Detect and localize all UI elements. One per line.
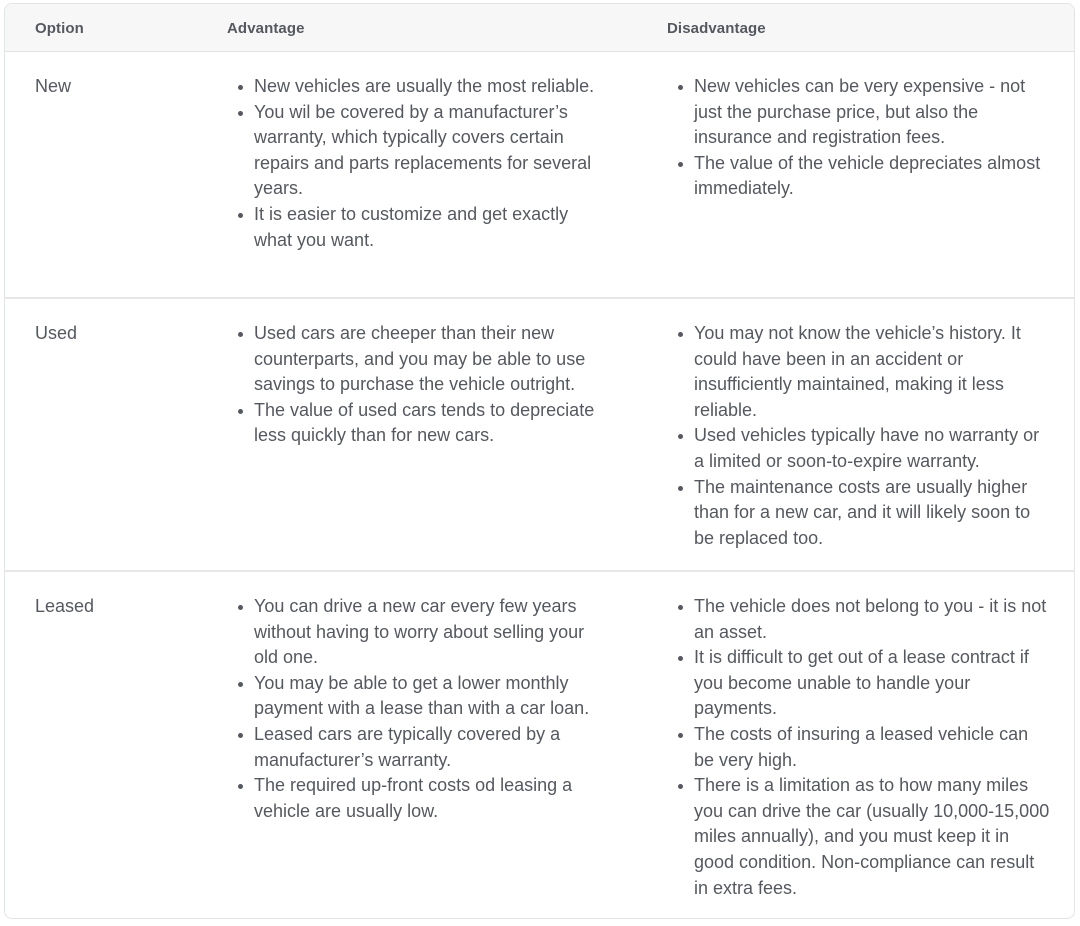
table-header-row bbox=[5, 4, 1074, 52]
table-row-used bbox=[5, 299, 1074, 572]
list-item: It is difficult to get out of a lease contract if you become unable to handle your payments. bbox=[694, 645, 1050, 722]
list-item: Used vehicles typically have no warranty or a limited or soon-to-expire warranty. bbox=[694, 423, 1050, 474]
option-label: New bbox=[35, 76, 72, 96]
advantage-list bbox=[228, 594, 610, 824]
header-advantage: Advantage bbox=[227, 20, 305, 37]
disadvantage-list bbox=[668, 321, 1050, 551]
list-item: The costs of insuring a leased vehicle can be very high. bbox=[694, 722, 1050, 773]
list-item: It is easier to customize and get exactly what you want. bbox=[254, 202, 610, 253]
table-row-leased bbox=[5, 572, 1074, 918]
list-item: New vehicles are usually the most reliable. bbox=[254, 74, 610, 100]
advantage-list bbox=[228, 321, 610, 449]
list-item: You can drive a new car every few years without having to worry about selling your old one. bbox=[254, 594, 610, 671]
option-label: Used bbox=[35, 323, 78, 343]
table-row-new bbox=[5, 52, 1074, 299]
list-item: New vehicles can be very expensive - not just the purchase price, but also the insurance and registration fees. bbox=[694, 74, 1050, 151]
header-disadvantage: Disadvantage bbox=[667, 20, 766, 37]
list-item: There is a limitation as to how many miles you can drive the car (usually 10,000-15,000 miles annually), and you must keep it in good condition. Non-compliance can result in extra fees. bbox=[694, 773, 1050, 901]
list-item: The value of the vehicle depreciates almost immediately. bbox=[694, 151, 1050, 202]
disadvantage-list bbox=[668, 74, 1050, 202]
comparison-table bbox=[4, 3, 1075, 919]
advantage-list bbox=[228, 74, 610, 253]
list-item: You wil be covered by a manufacturer’s warranty, which typically covers certain repairs and parts replacements for several years. bbox=[254, 100, 610, 202]
option-label: Leased bbox=[35, 596, 95, 616]
list-item: Used cars are cheeper than their new counterparts, and you may be able to use savings to purchase the vehicle outright. bbox=[254, 321, 610, 398]
list-item: The maintenance costs are usually higher than for a new car, and it will likely soon to be replaced too. bbox=[694, 475, 1050, 552]
list-item: The value of used cars tends to depreciate less quickly than for new cars. bbox=[254, 398, 610, 449]
list-item: You may be able to get a lower monthly payment with a lease than with a car loan. bbox=[254, 671, 610, 722]
list-item: The required up-front costs od leasing a vehicle are usually low. bbox=[254, 773, 610, 824]
list-item: Leased cars are typically covered by a manufacturer’s warranty. bbox=[254, 722, 610, 773]
list-item: The vehicle does not belong to you - it is not an asset. bbox=[694, 594, 1050, 645]
disadvantage-list bbox=[668, 594, 1050, 901]
list-item: You may not know the vehicle’s history. It could have been in an accident or insufficiently maintained, making it less reliable. bbox=[694, 321, 1050, 423]
header-option: Option bbox=[35, 20, 84, 37]
